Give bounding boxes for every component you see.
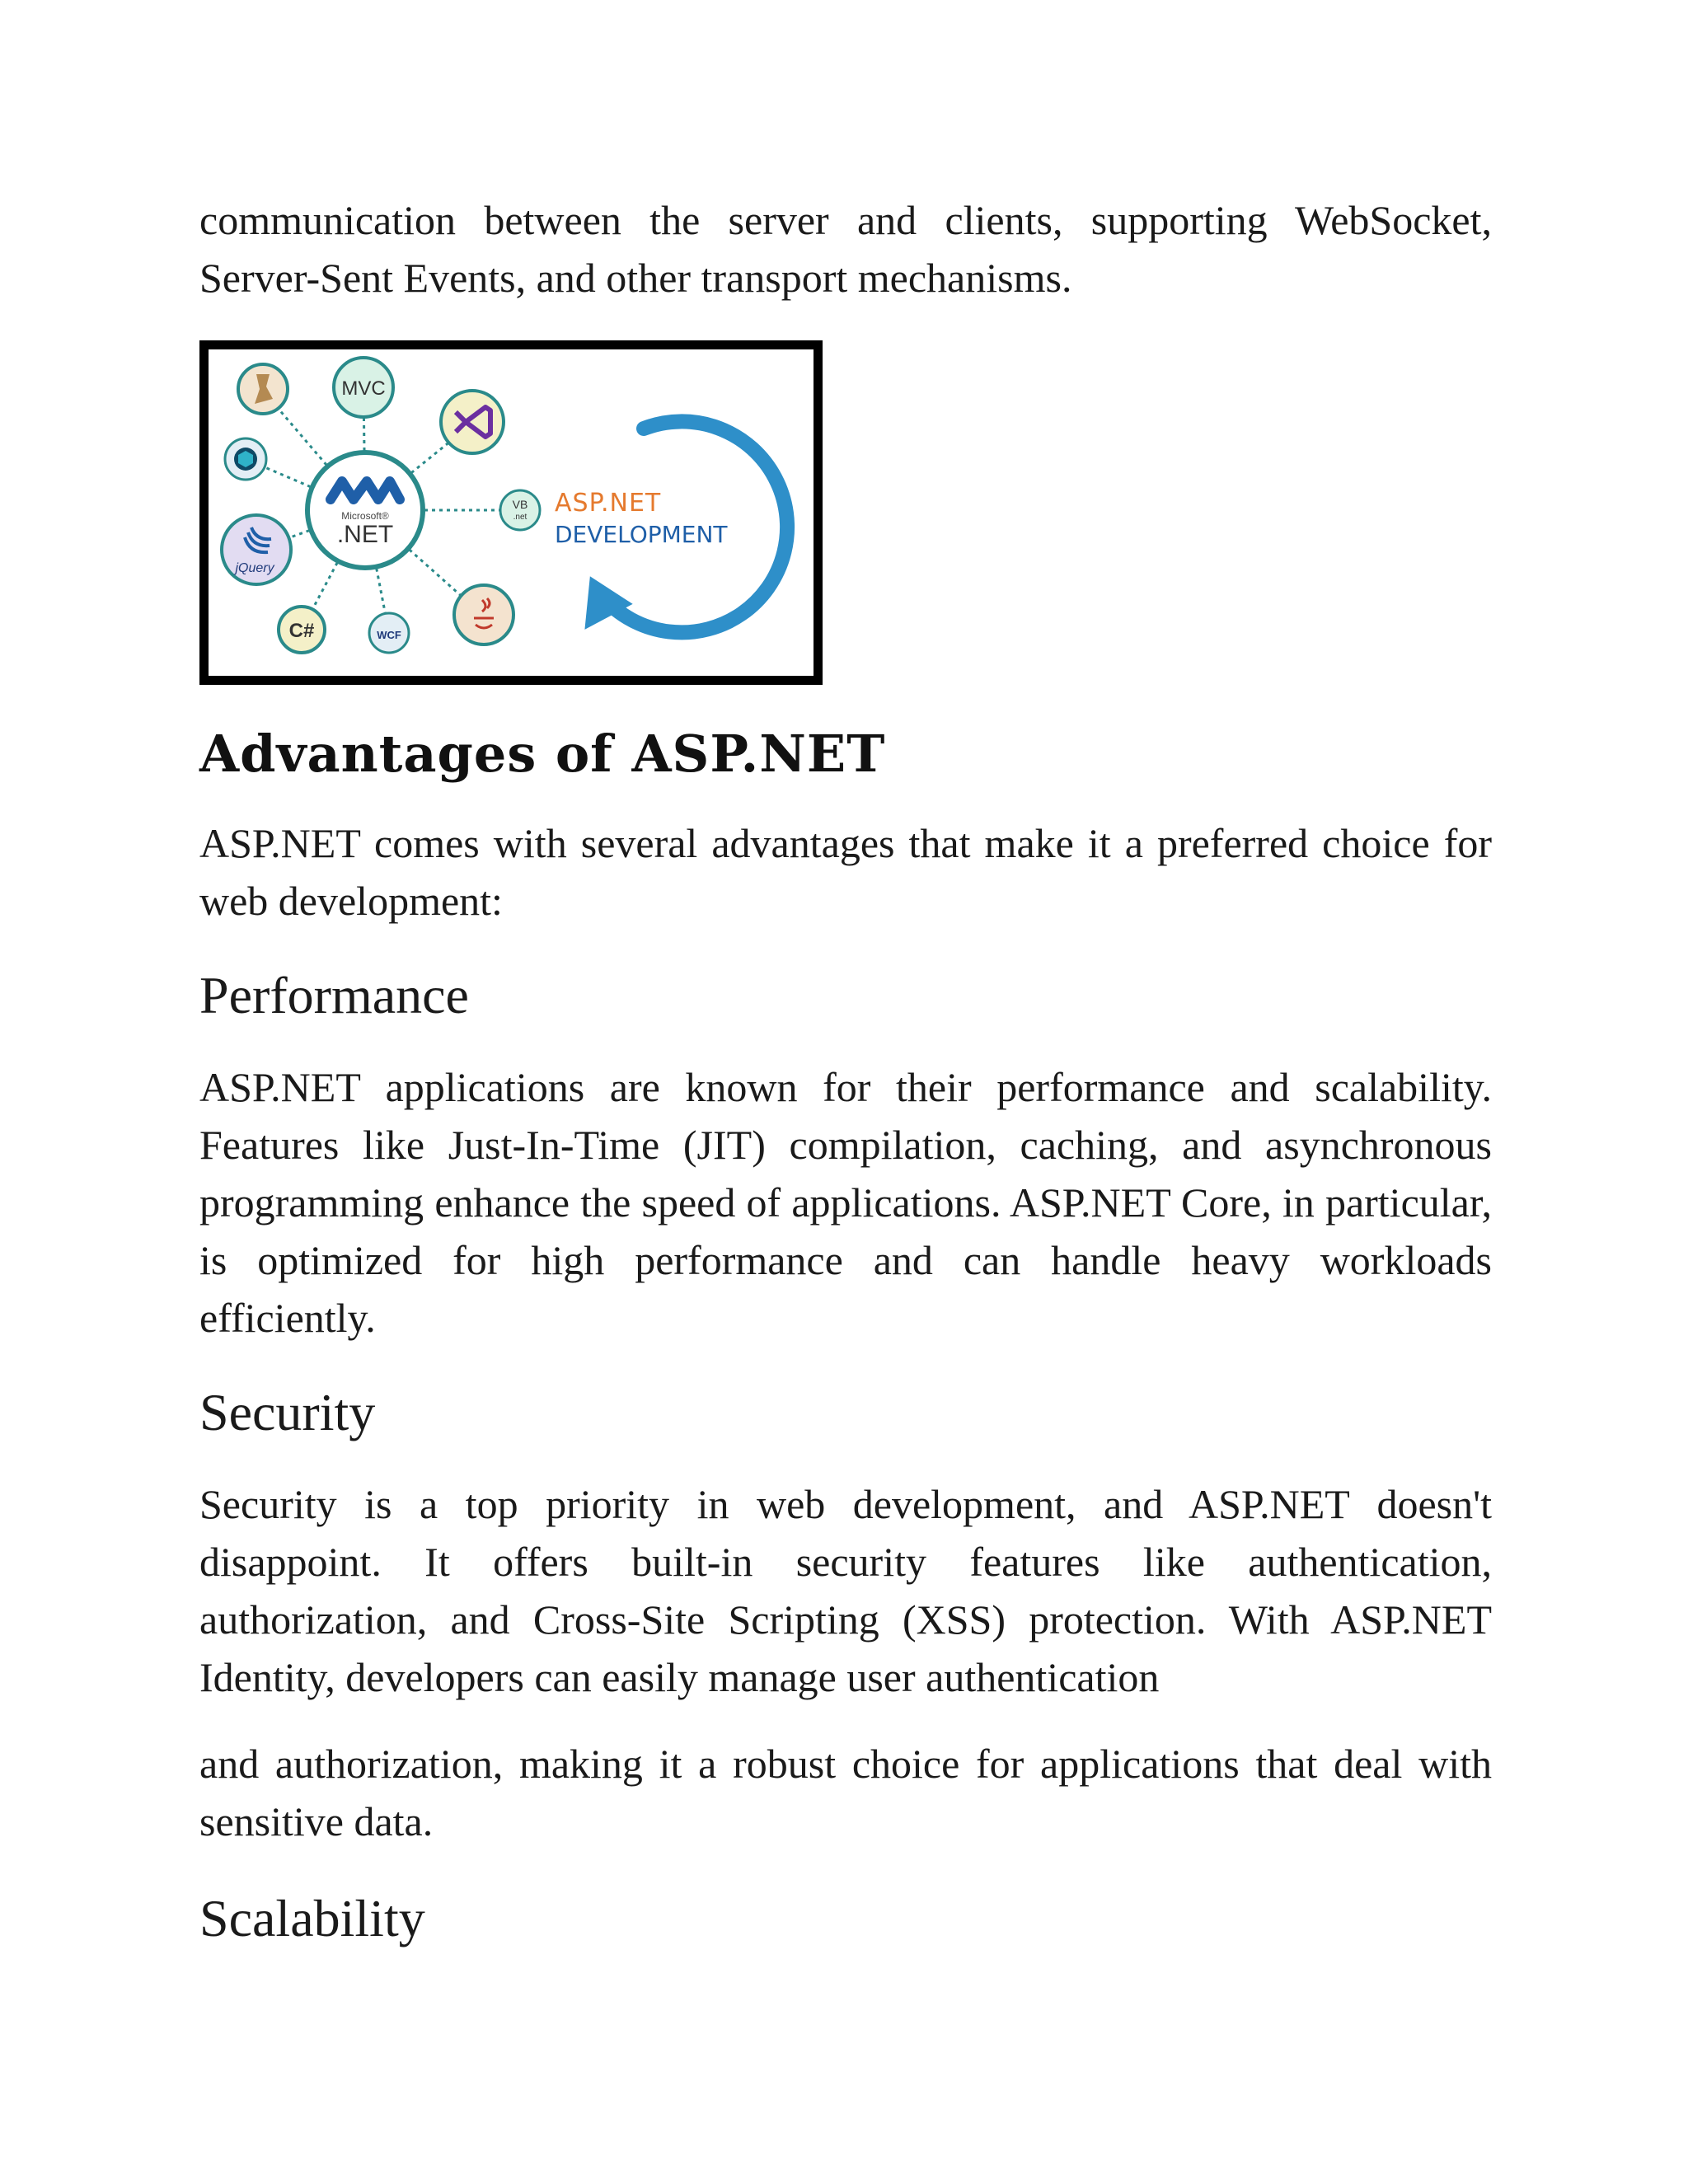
diagram-title-line1: ASP.NET — [555, 489, 662, 518]
node-dotnet-center — [307, 452, 423, 568]
intro-paragraph: communication between the server and clients, supporting WebSocket, Server-Sent Events, and other transport mechanisms. — [199, 197, 1492, 301]
security-heading-block — [199, 1380, 1492, 1446]
security-paragraph-1: Security is a top priority in web development, and ASP.NET doesn't disappoint. It offers built-in security features like authentication, authorization, and Cross-Site Scripting (XSS) protection. With ASP.NET Identity, developers can easily manage user authentication — [199, 1481, 1492, 1700]
section-intro-paragraph: ASP.NET comes with several advantages that make it a preferred choice for web development: — [199, 820, 1492, 924]
dotnet-label: .NET — [336, 521, 394, 548]
node-visual-studio — [441, 391, 504, 453]
security-text-block-1 — [199, 1475, 1492, 1706]
jquery-label: jQuery — [235, 561, 274, 575]
csharp-label: C# — [288, 620, 315, 642]
node-java — [454, 585, 513, 644]
node-vb — [500, 490, 540, 530]
performance-paragraph: ASP.NET applications are known for their performance and scalability. Features like Just-In-Time (JIT) compilation, caching, and asynchronous programming enhance the speed of applications. ASP.NET Core, in particular, is optimized for high performance and can handle heavy workloads efficiently. — [199, 1064, 1492, 1341]
performance-heading: Performance — [199, 966, 469, 1024]
performance-text-block — [199, 1058, 1492, 1347]
dotnet-small-label: Microsoft® — [341, 510, 389, 522]
security-paragraph-2: and authorization, making it a robust choice for applications that deal with sensitive data. — [199, 1741, 1492, 1844]
section-intro-block — [199, 814, 1492, 930]
node-wcf — [369, 613, 409, 653]
security-heading: Security — [199, 1383, 376, 1441]
node-java-duke — [238, 364, 288, 414]
intro-block — [199, 191, 1492, 307]
aspnet-diagram — [209, 349, 814, 676]
security-text-block-2 — [199, 1735, 1492, 1850]
node-mvc — [334, 358, 393, 417]
diagram-title-line2: DEVELOPMENT — [555, 521, 728, 548]
scalability-heading: Scalability — [199, 1889, 425, 1947]
section-title: Advantages of ASP.NET — [199, 724, 886, 784]
aspnet-diagram-figure — [199, 340, 823, 685]
vb-label: VB — [512, 498, 528, 511]
scalability-heading-block — [199, 1886, 1492, 1952]
vb-sub-label: .net — [513, 513, 528, 522]
mvc-label: MVC — [341, 377, 386, 400]
node-hexagon — [225, 438, 266, 480]
wcf-label: WCF — [377, 629, 401, 641]
node-jquery — [222, 515, 291, 584]
performance-heading-block — [199, 963, 1492, 1029]
node-csharp — [279, 607, 325, 653]
